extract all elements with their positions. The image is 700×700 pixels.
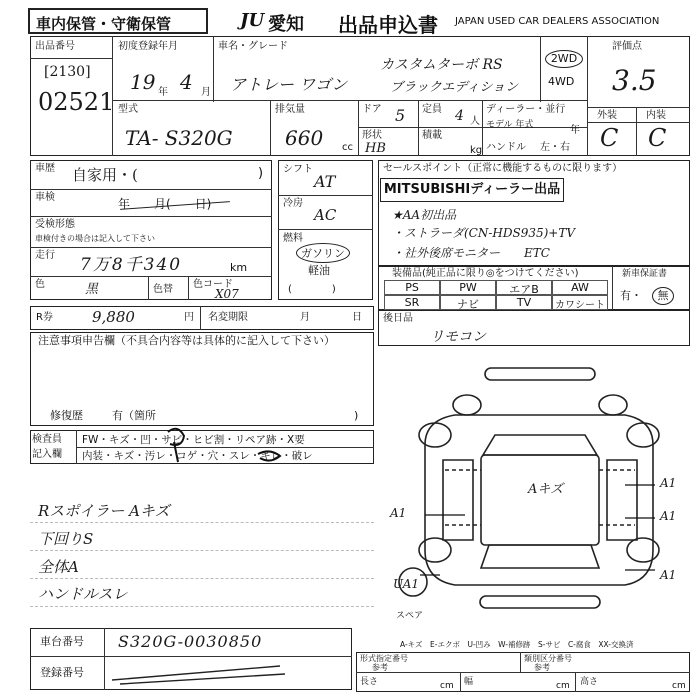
r-ticket-label: R券 — [36, 312, 53, 323]
diagram-mark-left-2: A1 — [390, 506, 407, 520]
fuel-gas: ガソリン — [296, 243, 350, 263]
chassis-value: S320G-0030850 — [118, 632, 263, 651]
model-year-label: モデル 年式 — [486, 120, 534, 130]
deadline-month: 月 — [300, 312, 310, 323]
diagram-mark-right-3: A1 — [660, 568, 677, 582]
doors: 5 — [395, 106, 406, 125]
selling-line-3: ・社外後席モニター ETC — [392, 246, 550, 260]
first-reg-month: 4 — [180, 70, 193, 94]
car-name-label: 車名・グレード — [218, 41, 288, 52]
grade-score-label: 評価点 — [612, 41, 642, 52]
diagram-legend: A-キズ E-エクボ U-凹み W-補修跡 S-サビ C-腐食 XX-交換済 — [400, 640, 634, 649]
reg-label: 登録番号 — [40, 666, 84, 679]
r-ticket-yen: 円 — [184, 312, 194, 323]
model: TA- S320G — [125, 126, 233, 150]
car-name: アトレー ワゴン — [230, 75, 348, 94]
fuel-label: 燃料 — [283, 233, 303, 244]
mileage: 7万8千340 — [80, 255, 183, 275]
ju-logo: JU — [240, 10, 265, 31]
exterior-score: C — [600, 124, 619, 152]
interior-label: 内装 — [646, 110, 666, 121]
aircon-label: 冷房 — [283, 198, 303, 209]
displacement-label: 排気量 — [275, 104, 305, 115]
deadline-day: 日 — [352, 312, 362, 323]
fuel-paren: ( ) — [288, 284, 336, 295]
warranty-yes: 有・ — [620, 289, 642, 302]
grade-line-1: カスタムターボ RS — [380, 57, 503, 73]
r-ticket-value: 9,880 — [92, 308, 135, 326]
diagram-center-mark: Aキズ — [528, 482, 564, 497]
fuel-diesel: 軽油 — [308, 264, 330, 277]
handwritten-note-3: 全体A — [38, 558, 79, 576]
diagram-mark-right-1: A1 — [660, 476, 677, 490]
diagram-mark-left-1: UA1 — [393, 577, 420, 591]
equip-aw: AW — [552, 280, 608, 295]
kg-unit: kg — [470, 145, 483, 156]
deadline-label: 名変期限 — [208, 312, 248, 323]
repair-value: 有（箇所 — [112, 409, 156, 422]
brand-name: 愛知 — [268, 14, 304, 35]
form-title: 出品申込書 — [338, 13, 438, 37]
handle-options: 左・右 — [540, 142, 570, 153]
height-label: 高さ — [580, 677, 599, 687]
width-cm: cm — [556, 681, 570, 691]
storage-tab — [28, 8, 208, 34]
lot-bracket: [2130] — [44, 64, 91, 80]
inspector-marks — [150, 420, 290, 470]
selling-line-1: ★AA初出品 — [392, 208, 457, 222]
notes-label: 注意事項申告欄（不具合内容等は具体的に記入して下さい） — [38, 334, 335, 347]
equip-tv: TV — [496, 295, 552, 310]
color-change-label: 色替 — [153, 284, 173, 295]
displacement: 660 — [285, 126, 324, 150]
equip-airbag: エアB — [496, 280, 552, 295]
shape: HB — [365, 141, 386, 156]
grade-line-2: ブラックエディション — [390, 80, 519, 95]
selling-line-2: ・ストラーダ(CN-HDS935)+TV — [392, 226, 576, 240]
lot-number: 02521 — [38, 88, 115, 116]
equip-sr: SR — [384, 295, 440, 310]
person-unit: 人 — [470, 116, 480, 127]
reception-note: 車検付きの場合は記入して下さい — [35, 234, 155, 243]
length-cm: cm — [440, 681, 454, 691]
equip-leather-seat: カワシート — [552, 295, 608, 310]
spare-label: スペア — [396, 611, 424, 621]
capacity: 4 — [455, 108, 464, 124]
storage-tab-text: 車内保管・守衛保管 — [36, 15, 172, 33]
handwritten-note-4: ハンドルスレ — [38, 585, 128, 603]
grade-score: 3.5 — [612, 64, 657, 97]
reg-strike — [110, 660, 290, 688]
color-label: 色 — [35, 279, 45, 290]
shift: AT — [314, 172, 336, 191]
history-close: ) — [258, 166, 264, 181]
cat-ref: 参考 — [534, 663, 550, 672]
history-value: 自家用・( — [72, 166, 138, 184]
lot-label: 出品番号 — [35, 41, 75, 52]
new-warranty-label: 新車保証書 — [622, 269, 668, 279]
chassis-label: 車台番号 — [40, 635, 84, 648]
aircon: AC — [314, 206, 337, 224]
year-unit: 年 — [158, 87, 168, 98]
inspector-row-2: 内装・キズ・汚レ・コゲ・穴・スレ・キレ・破レ — [82, 450, 313, 462]
height-cm: cm — [672, 681, 686, 691]
color-value: 黒 — [85, 282, 99, 297]
first-reg-year: 19 — [130, 70, 156, 94]
first-reg-label: 初度登録年月 — [118, 41, 178, 52]
width-label: 幅 — [464, 677, 474, 687]
length-label: 長さ — [360, 677, 379, 687]
cc-unit: cc — [342, 142, 353, 153]
model-label: 型式 — [118, 104, 138, 115]
equip-pw: PW — [440, 280, 496, 295]
after-parts-label: 後日品 — [383, 313, 413, 324]
color-code: X07 — [215, 287, 239, 301]
mileage-label: 走行 — [35, 250, 55, 261]
inspection-label: 車検 — [35, 192, 55, 203]
dealer-label: ディーラー・並行 — [486, 104, 566, 115]
capacity-label: 定員 — [422, 104, 442, 115]
repair-close: ) — [354, 409, 359, 422]
history-label: 車歴 — [35, 163, 55, 174]
after-parts-block — [378, 310, 690, 346]
year-unit-2: 年 — [570, 125, 580, 136]
shift-label: シフト — [283, 164, 313, 175]
handwritten-note-2: 下回りS — [38, 530, 94, 548]
handle-label: ハンドル — [486, 142, 526, 153]
warranty-no: 無 — [652, 287, 674, 305]
inspection-value: 年 月( 日) — [118, 197, 212, 211]
after-parts-value: リモコン — [430, 329, 486, 345]
drive-2wd: 2WD — [545, 50, 583, 68]
r-ticket-block — [30, 306, 374, 330]
interior-score: C — [648, 124, 667, 152]
color-code-label: 色コード — [193, 279, 233, 290]
loadcap-label: 積載 — [422, 130, 442, 141]
equip-navi: ナビ — [440, 295, 496, 310]
repair-label: 修復歴 — [50, 409, 83, 422]
selling-points-label: セールスポイント（正常に機能するものに限ります） — [383, 163, 623, 174]
diagram-mark-right-2: A1 — [660, 509, 677, 523]
exterior-label: 外装 — [597, 110, 617, 121]
shape-label: 形状 — [362, 130, 382, 141]
inspector-row-1: FW・キズ・凹・サビ・ヒビ割・リペア跡・X要 — [82, 434, 305, 446]
size-ref: 参考 — [372, 663, 388, 672]
door-label: ドア — [362, 104, 382, 115]
reception-label: 受検形態 — [35, 219, 75, 230]
inspector-label-2: 記入欄 — [32, 449, 62, 460]
drive-4wd: 4WD — [548, 75, 575, 88]
km-unit: km — [230, 261, 248, 274]
handwritten-note-1: Rスポイラー Aキズ — [38, 502, 170, 520]
size-label: 形式指定番号 — [360, 654, 408, 663]
equipment-label: 装備品(純正品に限り◎をつけてください) — [392, 268, 579, 279]
association-name: JAPAN USED CAR DEALERS ASSOCIATION — [455, 16, 660, 27]
equip-ps: PS — [384, 280, 440, 295]
dealer-banner: MITSUBISHIディーラー出品 — [380, 178, 564, 202]
month-unit: 月 — [201, 87, 211, 98]
cat-label: 類別区分番号 — [524, 654, 572, 663]
inspector-label-1: 検査員 — [32, 434, 62, 445]
